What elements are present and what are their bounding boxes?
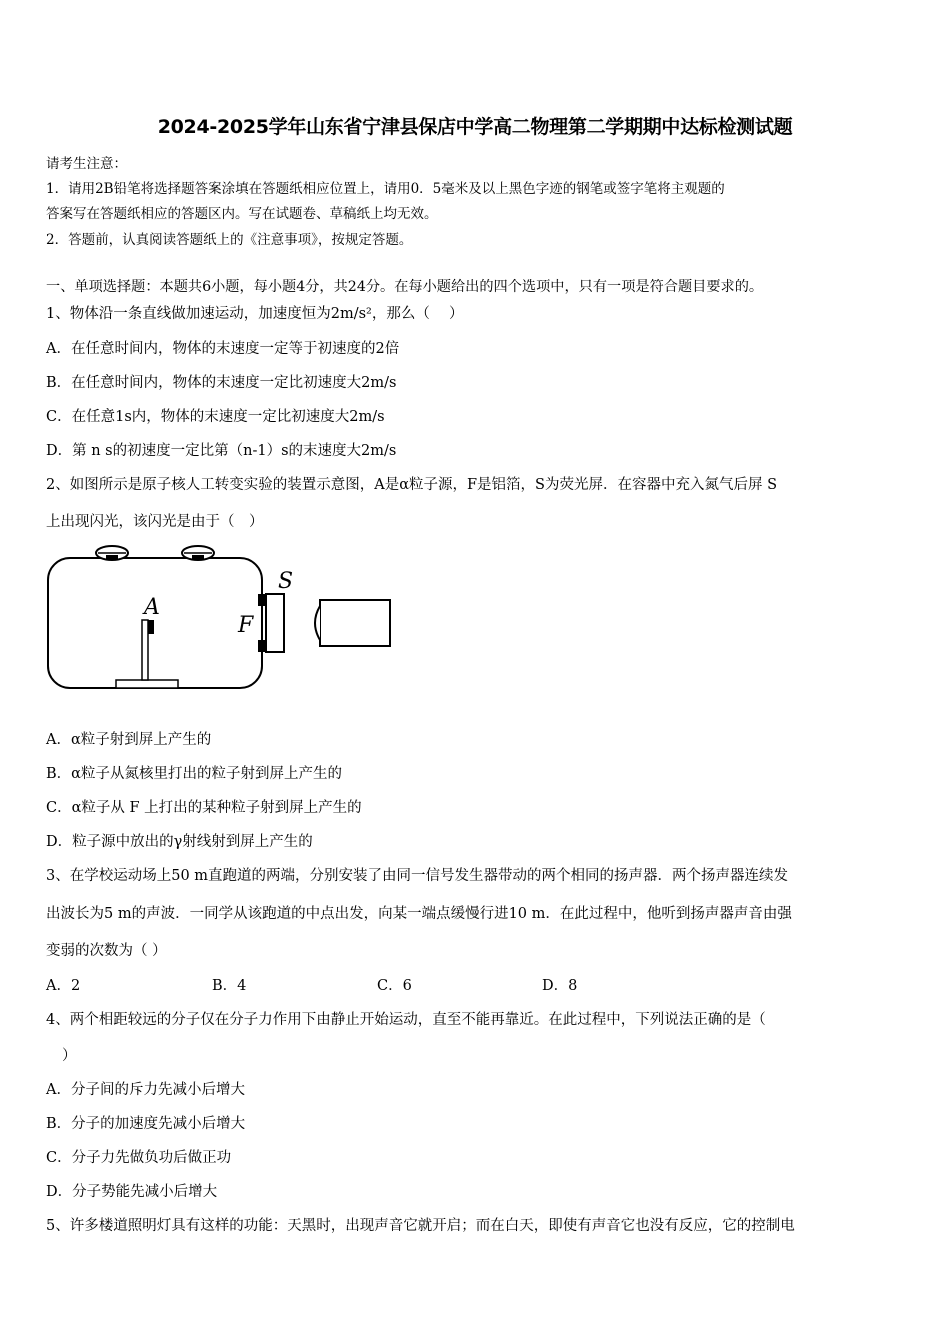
section-heading: 一、单项选择题：本题共6小题，每小题4分，共24分。在每小题给出的四个选项中，只有一项是符合题目要求的。 <box>46 279 764 295</box>
q4-stem-line-2: ） <box>62 1048 77 1064</box>
q2-stem-line-2: 上出现闪光，该闪光是由于（ ） <box>46 514 264 530</box>
notice-heading: 请考生注意： <box>46 156 127 172</box>
q4-option-d: D．分子势能先减小后增大 <box>46 1184 218 1200</box>
q3-option-b: B．4 <box>212 978 247 994</box>
notice-item-1-line-2: 答案写在答题纸相应的答题区内。写在试题卷、草稿纸上均无效。 <box>46 206 438 222</box>
q3-option-c: C．6 <box>377 978 412 994</box>
page-title: 2024-2025学年山东省宁津县保店中学高二物理第二学期期中达标检测试题 <box>157 116 793 138</box>
q3-stem-line-3: 变弱的次数为（ ） <box>46 943 167 959</box>
q1-stem: 1、物体沿一条直线做加速运动，加速度恒为2m/s²，那么（ ） <box>46 306 464 322</box>
container-outline <box>48 558 262 688</box>
microscope-body <box>320 600 390 646</box>
q1-option-a: A．在任意时间内，物体的末速度一定等于初速度的2倍 <box>46 341 400 357</box>
q2-option-d: D．粒子源中放出的γ射线射到屏上产生的 <box>46 834 313 850</box>
q4-option-a: A．分子间的斥力先减小后增大 <box>46 1082 245 1098</box>
q3-option-d: D．8 <box>542 978 578 994</box>
q3-stem-line-1: 3、在学校运动场上50 m直跑道的两端，分别安装了由同一信号发生器带动的两个相同的扬声器．两个扬声器连续发 <box>46 868 789 884</box>
q4-option-c: C．分子力先做负功后做正功 <box>46 1150 232 1166</box>
q4-stem-line-1: 4、两个相距较远的分子仅在分子力作用下由静止开始运动，直至不能再靠近。在此过程中，下列说法正确的是（ <box>46 1012 766 1028</box>
source-base <box>116 680 178 688</box>
q1-option-d: D．第 n s的初速度一定比第（n-1）s的末速度大2m/s <box>46 443 397 459</box>
foil-bottom <box>258 640 266 652</box>
notice-item-2: 2．答题前，认真阅读答题纸上的《注意事项》，按规定答题。 <box>46 232 413 248</box>
q3-stem-line-2: 出波长为5 m的声波．一同学从该跑道的中点出发，向某一端点缓慢行进10 m．在此过程中，他听到扬声器声音由强 <box>46 906 792 922</box>
q2-option-b: B．α粒子从氮核里打出的粒子射到屏上产生的 <box>46 766 342 782</box>
label-f: F <box>238 613 254 638</box>
q4-option-b: B．分子的加速度先减小后增大 <box>46 1116 246 1132</box>
foil-top <box>258 594 266 606</box>
source-stand <box>142 620 148 680</box>
q1-option-b: B．在任意时间内，物体的末速度一定比初速度大2m/s <box>46 375 397 391</box>
label-a: A <box>144 595 160 620</box>
q2-option-a: A．α粒子射到屏上产生的 <box>46 732 212 748</box>
q2-stem-line-1: 2、如图所示是原子核人工转变实验的装置示意图，A是α粒子源，F是铝箔，S为荧光屏．在容器中充入氮气后屏 S <box>46 477 778 493</box>
valve-right-icon <box>182 546 214 560</box>
label-s: S <box>278 569 294 594</box>
valve-left-icon <box>96 546 128 560</box>
apparatus-figure <box>40 538 400 702</box>
notice-item-1-line-1: 1．请用2B铅笔将选择题答案涂填在答题纸相应位置上，请用0．5毫米及以上黑色字迹的钢笔或签字笔将主观题的 <box>46 181 725 197</box>
q1-option-c: C．在任意1s内，物体的末速度一定比初速度大2m/s <box>46 409 385 425</box>
alpha-source <box>148 620 154 634</box>
fluorescent-screen <box>266 594 284 652</box>
microscope-lens <box>315 606 320 640</box>
q3-option-a: A．2 <box>46 978 81 994</box>
apparatus-diagram <box>40 538 400 698</box>
q2-option-c: C．α粒子从 F 上打出的某种粒子射到屏上产生的 <box>46 800 362 816</box>
q5-stem-line-1: 5、许多楼道照明灯具有这样的功能：天黑时，出现声音它就开启；而在白天，即使有声音它也没有反应，它的控制电 <box>46 1218 795 1234</box>
